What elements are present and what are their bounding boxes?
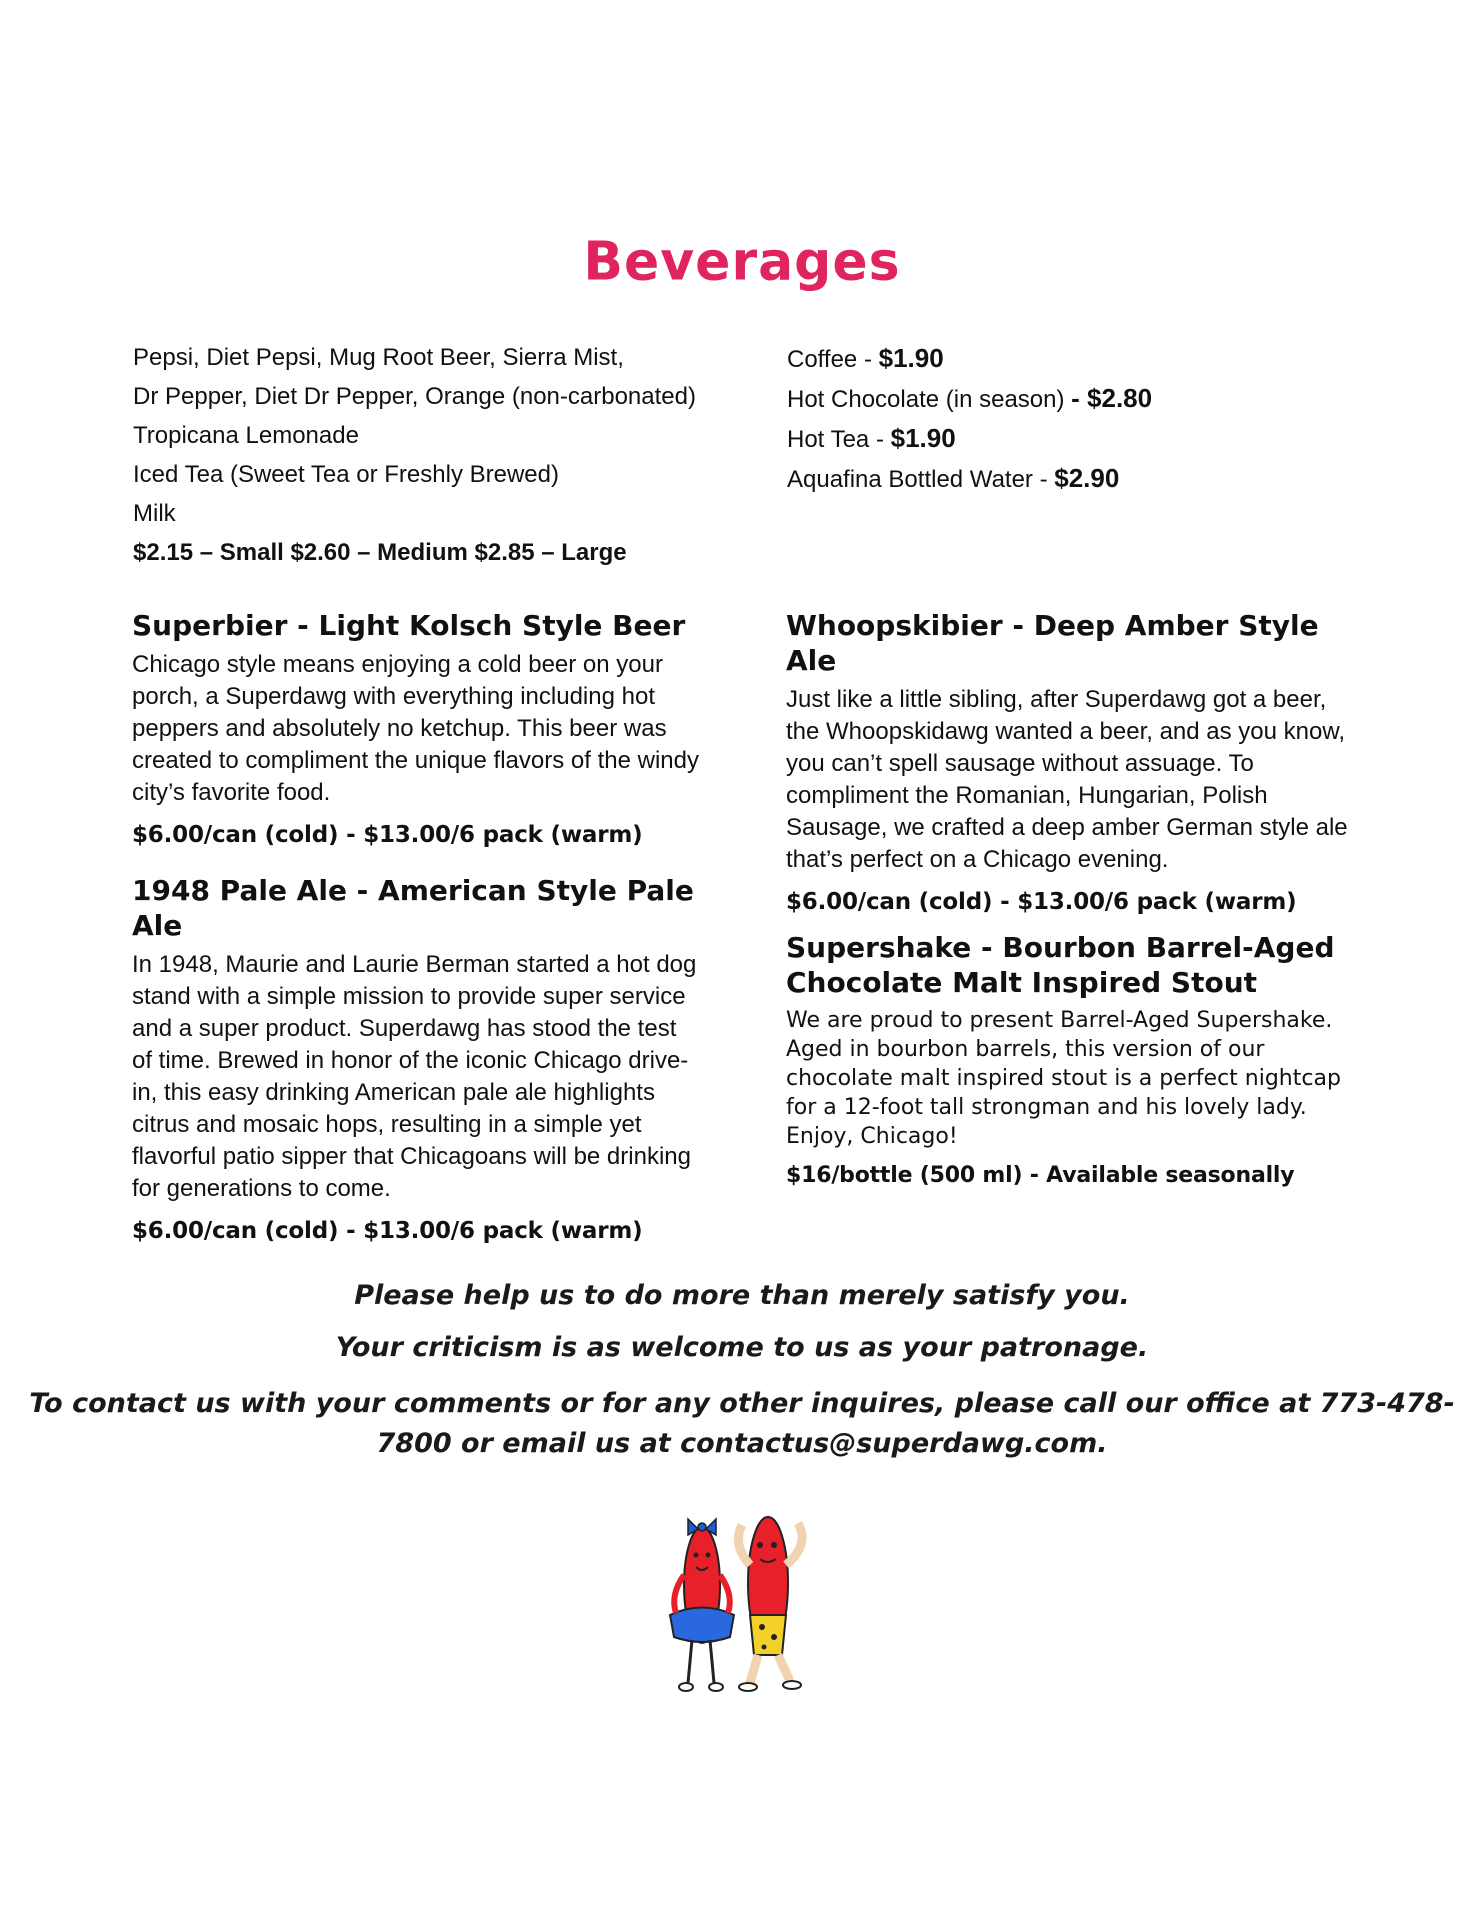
beer-description: Just like a little sibling, after Superdawg got a beer, the Whoopskidawg wanted a beer, and as you know, you can’t spell sausage without assuage. To compliment the Romanian, Hungarian, Polish Sausage, we crafted a deep amber German style ale that’s perfect on a Chicago evening. xyxy=(786,686,1348,873)
list-item xyxy=(787,379,1347,419)
item-name: Hot Tea - xyxy=(787,426,891,453)
hot-drinks-list xyxy=(787,339,1347,499)
list-item: Dr Pepper, Diet Dr Pepper, Orange (non-carbonated) xyxy=(133,383,696,410)
beer-price: $6.00/can (cold) - $13.00/6 pack (warm) xyxy=(132,1218,643,1244)
beer-whoopskibier xyxy=(786,608,1366,918)
beer-price: $16/bottle (500 ml) - Available seasonally xyxy=(786,1163,1295,1188)
beer-title: 1948 Pale Ale - American Style Pale Ale xyxy=(132,874,694,942)
page-title: Beverages xyxy=(583,231,901,293)
mascot-hot-dogs-illustration xyxy=(650,1505,830,1695)
item-price: $1.90 xyxy=(890,423,956,453)
beer-supershake xyxy=(786,930,1366,1190)
beer-price: $6.00/can (cold) - $13.00/6 pack (warm) xyxy=(786,889,1297,915)
beer-pale-ale xyxy=(132,873,702,1247)
beer-title: Supershake - Bourbon Barrel-Aged Chocolate Malt Inspired Stout xyxy=(786,931,1335,999)
beer-title: Superbier - Light Kolsch Style Beer xyxy=(132,609,686,642)
list-item: Milk xyxy=(133,500,176,527)
item-name: Hot Chocolate (in season) xyxy=(787,386,1072,413)
list-item: Pepsi, Diet Pepsi, Mug Root Beer, Sierra Mist, xyxy=(133,344,624,371)
footer-line: Your criticism is as welcome to us as your patronage. xyxy=(335,1332,1149,1363)
beer-description: We are proud to present Barrel-Aged Supershake. Aged in bourbon barrels, this version of our chocolate malt inspired stout is a perfect nightcap for a 12-foot tall strongman and his lovely lady. Enjoy, Chicago! xyxy=(786,1008,1341,1149)
soft-drinks-prices: $2.15 – Small $2.60 – Medium $2.85 – Large xyxy=(133,539,627,566)
item-price: $2.90 xyxy=(1054,463,1120,493)
list-item xyxy=(787,419,1347,459)
list-item: Tropicana Lemonade xyxy=(133,422,359,449)
item-price: $1.90 xyxy=(878,343,944,373)
girl-hot-dog-icon xyxy=(670,1519,734,1691)
footer-contact: To contact us with your comments or for any other inquires, please call our office at 773-478-7800 or email us at contactus@superdawg.com. xyxy=(29,1388,1455,1459)
footer-line: Please help us to do more than merely satisfy you. xyxy=(354,1280,1130,1311)
strongman-hot-dog-icon xyxy=(738,1517,802,1691)
soft-drinks-list xyxy=(133,338,773,572)
list-item: Iced Tea (Sweet Tea or Freshly Brewed) xyxy=(133,461,559,488)
beer-description: In 1948, Maurie and Laurie Berman started a hot dog stand with a simple mission to provide super service and a super product. Superdawg has stood the test of time. Brewed in honor of the iconic Chicago drive-in, this easy drinking American pale ale highlights citrus and mosaic hops, resulting in a simple yet flavorful patio sipper that Chicagoans will be drinking for generations to come. xyxy=(132,951,697,1202)
list-item xyxy=(787,339,1347,379)
beer-description: Chicago style means enjoying a cold beer on your porch, a Superdawg with everything including hot peppers and absolutely no ketchup. This beer was created to compliment the unique flavors of the windy city’s favorite food. xyxy=(132,651,699,806)
beer-superbier xyxy=(132,608,702,851)
item-price: - $2.80 xyxy=(1071,383,1153,413)
beer-price: $6.00/can (cold) - $13.00/6 pack (warm) xyxy=(132,822,643,848)
list-item xyxy=(787,459,1347,499)
item-name: Coffee - xyxy=(787,346,879,373)
beer-title: Whoopskibier - Deep Amber Style Ale xyxy=(786,609,1319,677)
item-name: Aquafina Bottled Water - xyxy=(787,466,1055,493)
